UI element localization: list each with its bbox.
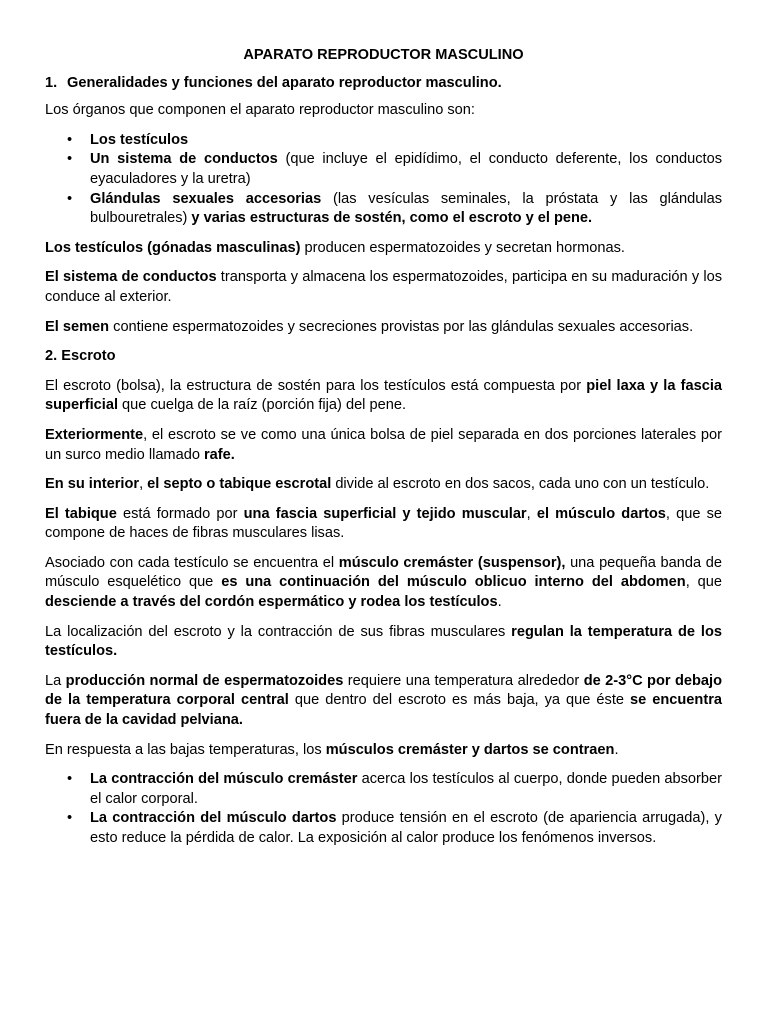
section-1-title: Generalidades y funciones del aparato reproductor masculino. [67, 74, 502, 91]
body-text: está formado por [116, 505, 244, 522]
intro-paragraph: Los órganos que componen el aparato reproductor masculino son: [45, 102, 475, 119]
body-text: Asociado con cada testículo se encuentra el [45, 554, 339, 571]
bold-text: es una continuación del músculo oblicuo interno del abdomen [221, 574, 686, 591]
body-text: , que [685, 574, 722, 591]
bold-text: desciende a través del cordón espermático y rodea los testículos [45, 594, 498, 611]
bold-text: El semen [45, 318, 110, 335]
body-text: . [497, 594, 502, 611]
body-text: . [614, 741, 619, 758]
bold-text: piel laxa y la fascia superficial [45, 377, 722, 414]
bold-text: El sistema de conductos [45, 269, 217, 286]
body-text: que dentro del escroto es más baja, ya que éste [288, 692, 630, 709]
bold-text: el músculo dartos [536, 505, 666, 522]
bold-text: de 2-3°C por debajo de la temperatura corporal central [45, 672, 723, 709]
bullet-icon: • [67, 810, 73, 827]
paragraph-interior [45, 475, 722, 495]
body-text: producen espermatozoides y secretan hormonas. [300, 239, 625, 256]
contraction-list [45, 770, 722, 848]
list-item-bold: y varias estructuras de sostén, como el escroto y el pene. [191, 210, 593, 227]
body-text: requiere una temperatura alrededor [343, 672, 584, 689]
bullet-icon: • [67, 131, 73, 148]
list-item [67, 770, 722, 809]
body-text: La localización del escroto y la contracción de sus fibras musculares [45, 623, 512, 640]
list-item-text: produce tensión en el escroto (de apariencia arrugada), y esto reduce la pérdida de calor. La exposición al calor produce los fenómenos inversos. [90, 810, 722, 846]
bold-text: regulan la temperatura de los testículos. [45, 623, 722, 660]
document-body [45, 46, 722, 859]
body-text: , [526, 505, 537, 522]
bold-text: rafe. [204, 446, 235, 463]
body-text: contiene espermatozoides y secreciones provistas por las glándulas sexuales accesorias. [109, 318, 694, 335]
body-text: una pequeña banda de músculo esquelético que [45, 554, 722, 591]
bold-text: el septo o tabique escrotal [147, 476, 332, 493]
bold-text: Exteriormente [45, 426, 144, 443]
paragraph-cremaster [45, 554, 722, 613]
body-text: divide al escroto en dos sacos, cada uno con un testículo. [331, 476, 710, 493]
list-item [67, 809, 722, 848]
bold-text: En su interior [45, 476, 140, 493]
paragraph-respuesta [45, 741, 722, 761]
paragraph-produccion [45, 672, 722, 731]
bold-text: Los testículos (gónadas masculinas) [45, 239, 301, 256]
list-item-bold: Glándulas sexuales accesorias [90, 190, 322, 207]
section-2-heading: 2. Escroto [45, 348, 116, 365]
section-1-heading [45, 74, 722, 94]
list-item-text: acerca los testículos al cuerpo, donde pueden absorber el calor corporal. [90, 771, 722, 807]
body-text: En respuesta a las bajas temperaturas, los [45, 741, 326, 758]
list-item-text: (que incluye el epidídimo, el conducto deferente, los conductos eyaculadores y la uretra) [90, 151, 722, 187]
paragraph-localizacion [45, 623, 722, 662]
list-item [67, 150, 722, 189]
paragraph-semen [45, 318, 722, 338]
paragraph-conductos [45, 268, 722, 307]
bold-text: se encuentra fuera de la cavidad pelviana. [45, 692, 722, 729]
body-text: La [45, 672, 66, 689]
paragraph-escroto [45, 377, 722, 416]
body-text: El escroto (bolsa), la estructura de sostén para los testículos está compuesta por [45, 377, 587, 394]
list-item-text: (las vesículas seminales, la próstata y las glándulas bulbouretrales) [90, 190, 723, 227]
organs-list [45, 131, 722, 229]
bullet-icon: • [67, 771, 73, 788]
body-text: , [139, 476, 148, 493]
list-item-bold: Los testículos [90, 131, 189, 148]
bold-text: una fascia superficial y tejido muscular [243, 505, 527, 522]
list-item [67, 190, 723, 229]
bold-text: músculo cremáster (suspensor), [338, 554, 566, 571]
list-item-bold: Un sistema de conductos [90, 151, 278, 168]
list-item-bold: La contracción del músculo dartos [90, 810, 337, 827]
paragraph-exterior [45, 426, 722, 465]
bold-text: producción normal de espermatozoides [65, 672, 344, 689]
bold-text: músculos cremáster y dartos se contraen [325, 741, 615, 758]
bullet-icon: • [67, 151, 73, 168]
paragraph-tabique [45, 505, 722, 544]
body-text: , que se compone de haces de fibras musculares lisas. [45, 505, 723, 542]
body-text: que cuelga de la raíz (porción fija) del pene. [118, 397, 406, 414]
list-item-bold: La contracción del músculo cremáster [90, 771, 358, 788]
bold-text: El tabique [45, 505, 117, 522]
bullet-icon: • [67, 190, 73, 207]
paragraph-testiculos [45, 239, 722, 259]
list-item [67, 131, 722, 151]
section-1-number: 1. [45, 74, 58, 91]
body-text: transporta y almacena los espermatozoides, participa en su maduración y los conduce al exterior. [45, 269, 722, 305]
document-title: APARATO REPRODUCTOR MASCULINO [243, 47, 524, 63]
body-text: , el escroto se ve como una única bolsa de piel separada en dos porciones laterales por un surco medio llamado [45, 426, 722, 463]
